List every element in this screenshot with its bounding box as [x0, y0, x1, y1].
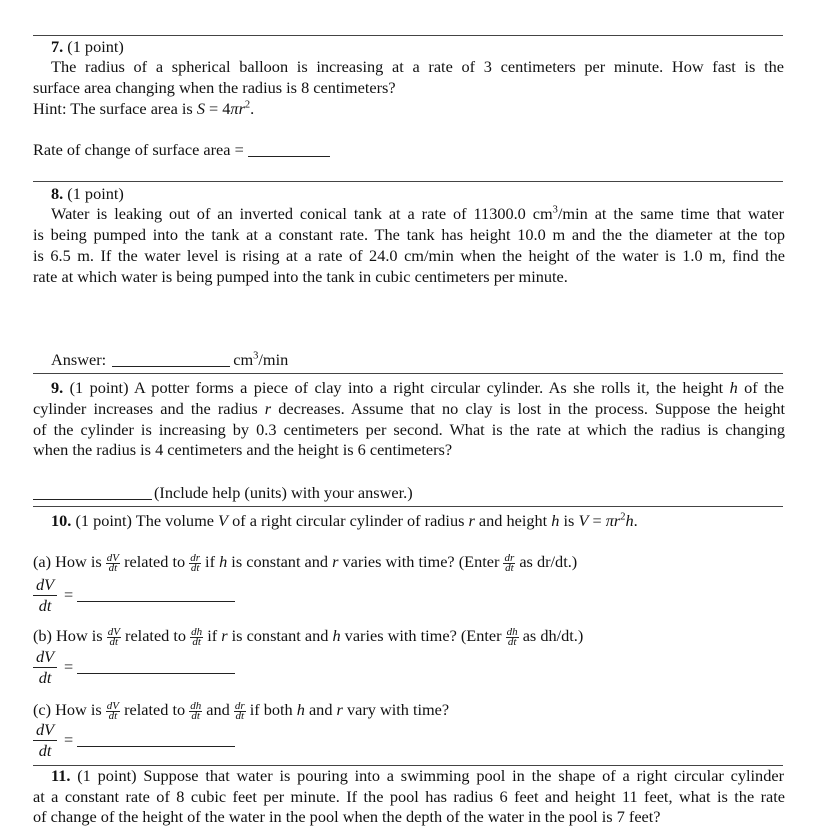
problem-11-text-3: of change of the height of the water in the pool when the depth of the water in the pool is 7 feet? — [33, 807, 661, 826]
divider — [33, 373, 783, 374]
point-value: (1 point) — [75, 511, 132, 530]
fraction-dv-dt: $\frac{dV}{dt}$ — [107, 625, 120, 648]
problem-9-text-2: cylinder increases and the radius r decreases. Assume that no clay is lost in the process. Suppose the height — [33, 399, 785, 418]
problem-number: 8. — [51, 184, 64, 203]
problem-number: 9. — [51, 378, 64, 397]
problem-7-text-1: The radius of a spherical balloon is increasing at a rate of 3 centimeters per minute. How fast is the — [51, 57, 784, 76]
problem-11-text-1: 11. (1 point) Suppose that water is pouring into a swimming pool in the shape of a right circular cylinder — [51, 766, 784, 785]
fraction-dr-dt: $\frac{dr}{dt}$ — [190, 551, 200, 574]
problem-number: 11. — [51, 766, 71, 785]
problem-10b-question: (b) How is $\frac{dV}{dt}$ related to $\frac{dh}{dt}$ if r is constant and h varies with time? (Enter $\frac{dh}{dt}$ as dh/dt.) — [33, 625, 584, 648]
fraction-dv-dt-display: $\frac{dV}{dt}$ — [33, 647, 57, 688]
problem-10c-question: (c) How is $\frac{dV}{dt}$ related to $\frac{dh}{dt}$ and $\frac{dr}{dt}$ if both h and r vary with time? — [33, 699, 450, 722]
fraction-dv-dt: $\frac{dV}{dt}$ — [106, 699, 120, 722]
problem-9-text-4: when the radius is 4 centimeters and the height is 6 centimeters? — [33, 440, 453, 459]
problem-7-answer-row — [33, 140, 785, 160]
problem-7-hint: Hint: The surface area is $S = 4\pi r^2$. — [33, 99, 255, 118]
fraction-dv-dt-display: $\frac{dV}{dt}$ — [33, 575, 57, 616]
problem-9-answer-row — [33, 483, 785, 503]
problem-10c-answer-row: = — [64, 730, 235, 750]
problem-7-header — [51, 37, 803, 57]
answer-note: (Include help (units) with your answer.) — [154, 483, 413, 502]
problem-8-text-2: is being pumped into the tank at a constant rate. The tank has height 10.0 m and the the diameter at the top — [33, 225, 785, 244]
fraction-dh-dt: $\frac{dh}{dt}$ — [191, 625, 203, 648]
point-value: (1 point) — [69, 378, 129, 397]
answer-label: Answer: — [51, 350, 111, 369]
answer-input[interactable] — [77, 732, 235, 747]
problem-8-answer-row — [51, 350, 803, 370]
problem-7-text-2: surface area changing when the radius is 8 centimeters? — [33, 78, 396, 97]
problem-8-header — [51, 184, 803, 204]
problem-8-text-3: is 6.5 m. If the water level is rising at a rate of 24.0 cm/min when the height of the water is 1.0 m, find the — [33, 246, 785, 265]
problem-10a-answer-row: = — [64, 585, 235, 605]
answer-input[interactable] — [77, 659, 235, 674]
fraction-dr-dt: $\frac{dr}{dt}$ — [504, 551, 515, 574]
problem-number: 7. — [51, 37, 64, 56]
answer-label: Rate of change of surface area = — [33, 140, 248, 159]
problem-9-text-1: 9. (1 point) A potter forms a piece of clay into a right circular cylinder. As she rolls it, the height h of the — [51, 378, 784, 397]
problem-9-text-3: of the cylinder is increasing by 0.3 centimeters per second. What is the rate at which the radius is changing — [33, 420, 785, 439]
fraction-dh-dt: $\frac{dh}{dt}$ — [506, 625, 518, 648]
fraction-dv-dt-display: $\frac{dV}{dt}$ — [33, 720, 57, 761]
point-value: (1 point) — [67, 184, 124, 203]
divider — [33, 35, 783, 36]
divider — [33, 181, 783, 182]
divider — [33, 506, 783, 507]
problem-8-text-4: rate at which water is being pumped into the tank in cubic centimeters per minute. — [33, 267, 568, 286]
answer-input[interactable] — [248, 142, 330, 157]
answer-input[interactable] — [77, 587, 235, 602]
problem-11-text-2: at a constant rate of 8 cubic feet per minute. If the pool has radius 6 feet and height 11 feet, what is the rate — [33, 787, 785, 806]
fraction-dv-dt: $\frac{dV}{dt}$ — [106, 551, 120, 574]
point-value: (1 point) — [67, 37, 124, 56]
problem-10a-question: (a) How is $\frac{dV}{dt}$ related to $\frac{dr}{dt}$ if h is constant and r varies with time? (Enter $\frac{dr}{dt}$ as dr/dt.) — [33, 551, 578, 574]
answer-input[interactable] — [33, 485, 152, 500]
fraction-dh-dt: $\frac{dh}{dt}$ — [190, 699, 202, 722]
problem-10b-answer-row: = — [64, 657, 235, 677]
problem-10-intro: 10. (1 point) The volume V of a right circular cylinder of radius r and height h is $V = \pi r^2h$. — [51, 511, 638, 530]
problem-8-text-1: Water is leaking out of an inverted conical tank at a rate of 11300.0 $cm^3/\min$ at the same time that water — [51, 204, 784, 223]
answer-input[interactable] — [112, 352, 230, 367]
problem-number: 10. — [51, 511, 72, 530]
point-value: (1 point) — [77, 766, 137, 785]
answer-unit: $cm^3/\min$ — [233, 350, 289, 369]
fraction-dr-dt: $\frac{dr}{dt}$ — [234, 699, 245, 722]
